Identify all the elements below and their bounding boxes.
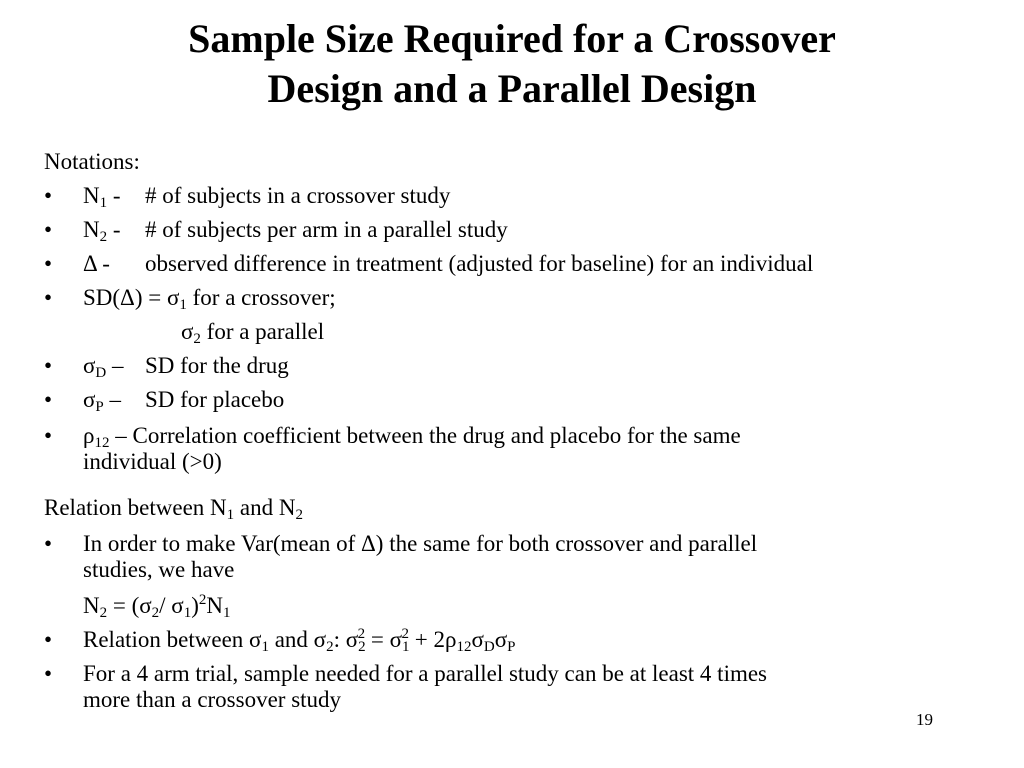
delta-symbol: Δ - bbox=[83, 251, 110, 276]
notations-heading: Notations: bbox=[44, 149, 140, 174]
n1-description: # of subjects in a crossover study bbox=[145, 183, 451, 208]
delta-description: observed difference in treatment (adjusted for baseline) for an individual bbox=[145, 251, 814, 276]
n2-symbol: N bbox=[83, 217, 100, 242]
sigma-d-description: SD for the drug bbox=[145, 353, 289, 378]
bullet-icon: • bbox=[44, 531, 53, 556]
bullet-icon: • bbox=[44, 217, 53, 242]
rho-line-2: individual (>0) bbox=[83, 449, 222, 474]
slide-title-line-2: Design and a Parallel Design bbox=[267, 66, 757, 111]
bullet-icon: • bbox=[44, 183, 53, 208]
slide-title-line-1: Sample Size Required for a Crossover bbox=[188, 16, 836, 61]
bullet-icon: • bbox=[44, 353, 53, 378]
n2-description: # of subjects per arm in a parallel study bbox=[145, 217, 508, 242]
bullet-icon: • bbox=[44, 423, 53, 448]
notation-sd-parallel: $\sigma_2$ for a parallel bbox=[181, 319, 325, 347]
bullet-icon: • bbox=[44, 387, 53, 412]
slide-title bbox=[0, 14, 1024, 114]
relation-heading: Relation between $N_1$ and $N_2$ bbox=[44, 495, 303, 523]
page-number: 19 bbox=[916, 710, 933, 729]
bullet-icon: • bbox=[44, 251, 53, 276]
bullet-icon: • bbox=[44, 285, 53, 310]
bullet-icon: • bbox=[44, 661, 53, 686]
sigma-p-description: SD for placebo bbox=[145, 387, 285, 412]
n1-symbol: N bbox=[83, 183, 100, 208]
bullet-icon: • bbox=[44, 627, 53, 652]
relation-formula: $N_2 = (\sigma_2/$ $\sigma_1)^2N_1$ bbox=[83, 592, 231, 621]
